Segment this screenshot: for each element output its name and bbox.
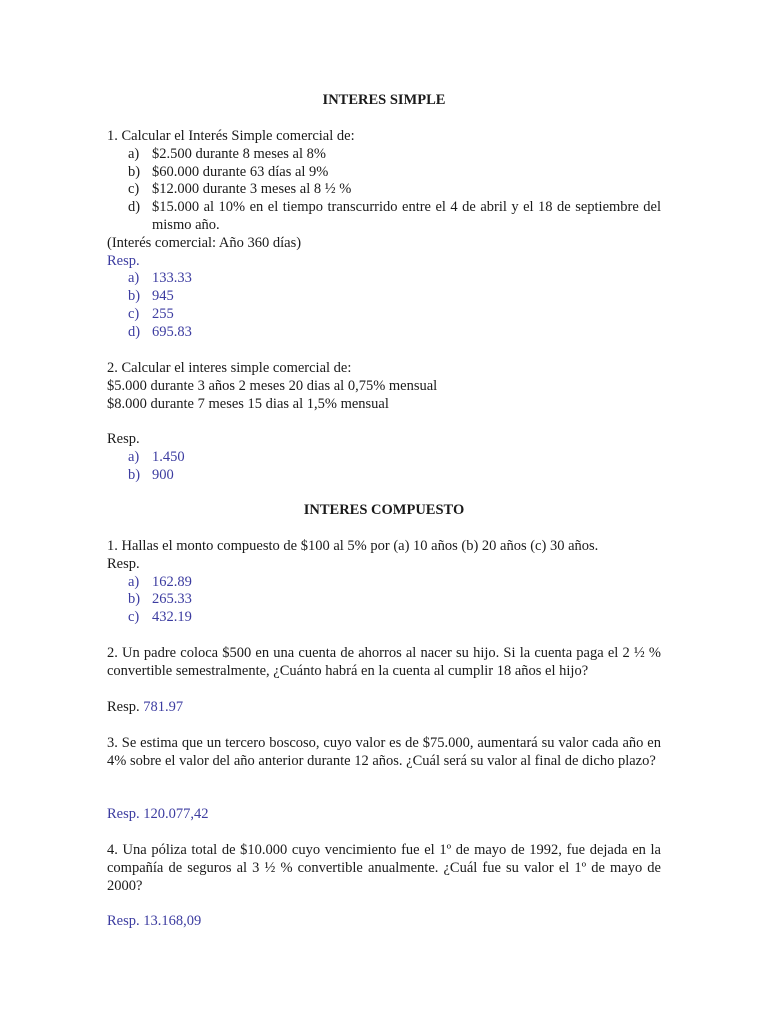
answer-item: c) 432.19 [128, 609, 192, 626]
compound-q1-resp-label: Resp. [107, 555, 140, 572]
list-item: d) $15.000 al 10% en el tiempo transcurrido entre el 4 de abril y el 18 de septiembre del mismo año. [128, 199, 661, 233]
list-item: b) $60.000 durante 63 días al 9% [128, 163, 329, 180]
section-title-compound: INTERES COMPUESTO [303, 502, 465, 518]
compound-q3-response: Resp. 120.077,42 [107, 806, 209, 822]
answer-item: a) 162.89 [128, 573, 192, 590]
simple-q2-answers [107, 449, 661, 485]
answer-item: c) 255 [128, 305, 174, 322]
simple-q2-intro: 2. Calcular el interes simple comercial de: [107, 360, 352, 376]
simple-question-1 [107, 128, 661, 342]
compound-question-1 [107, 538, 661, 627]
section-title-simple: INTERES SIMPLE [322, 92, 446, 108]
simple-q1-items [107, 146, 661, 235]
answer-item: b) 265.33 [128, 591, 192, 608]
compound-question-3: 3. Se estima que un tercero boscoso, cuyo valor es de $75.000, aumentará su valor cada año en 4% sobre el valor del año anterior durante 12 años. ¿Cuál será su valor al final de dicho plazo? [107, 735, 661, 769]
compound-question-4: 4. Una póliza total de $10.000 cuyo vencimiento fue el 1º de mayo de 1992, fue dejada en la compañía de seguros al 3 ½ % convertible anualmente. ¿Cuál fue su valor el 1º de mayo de 2000? [107, 842, 661, 894]
answer-item: d) 695.83 [128, 323, 192, 340]
compound-q1-text: 1. Hallas el monto compuesto de $100 al 5% por (a) 10 años (b) 20 años (c) 30 años. [107, 538, 599, 554]
compound-q2-resp-value: 781.97 [143, 699, 184, 715]
simple-q2-resp-label: Resp. [107, 431, 140, 447]
compound-question-2: 2. Un padre coloca $500 en una cuenta de ahorros al nacer su hijo. Si la cuenta paga el 2 ½ % convertible semestralmente, ¿Cuánto habrá en la cuenta al cumplir 18 años el hijo? [107, 645, 661, 679]
compound-q1-answers [107, 574, 661, 627]
simple-question-2 [107, 360, 661, 413]
answer-item: a) 1.450 [128, 448, 185, 465]
answer-item: a) 133.33 [128, 270, 192, 287]
answer-item: b) 900 [128, 466, 174, 483]
list-item: c) $12.000 durante 3 meses al 8 ½ % [128, 181, 352, 198]
simple-q1-note: (Interés comercial: Año 360 días) [107, 234, 302, 251]
simple-q2-response [107, 431, 661, 484]
simple-q2-line-b: $8.000 durante 7 meses 15 dias al 1,5% mensual [107, 395, 389, 412]
simple-q1-answers [107, 270, 661, 341]
simple-q2-line-a: $5.000 durante 3 años 2 meses 20 dias al 0,75% mensual [107, 377, 438, 394]
list-item: a) $2.500 durante 8 meses al 8% [128, 145, 326, 162]
compound-q2-response [107, 699, 661, 717]
compound-q4-response: Resp. 13.168,09 [107, 913, 202, 929]
simple-q1-intro: 1. Calcular el Interés Simple comercial de: [107, 128, 355, 144]
compound-q2-resp-label: Resp. [107, 699, 144, 715]
simple-q1-resp-label: Resp. [107, 252, 140, 269]
answer-item: b) 945 [128, 288, 174, 305]
